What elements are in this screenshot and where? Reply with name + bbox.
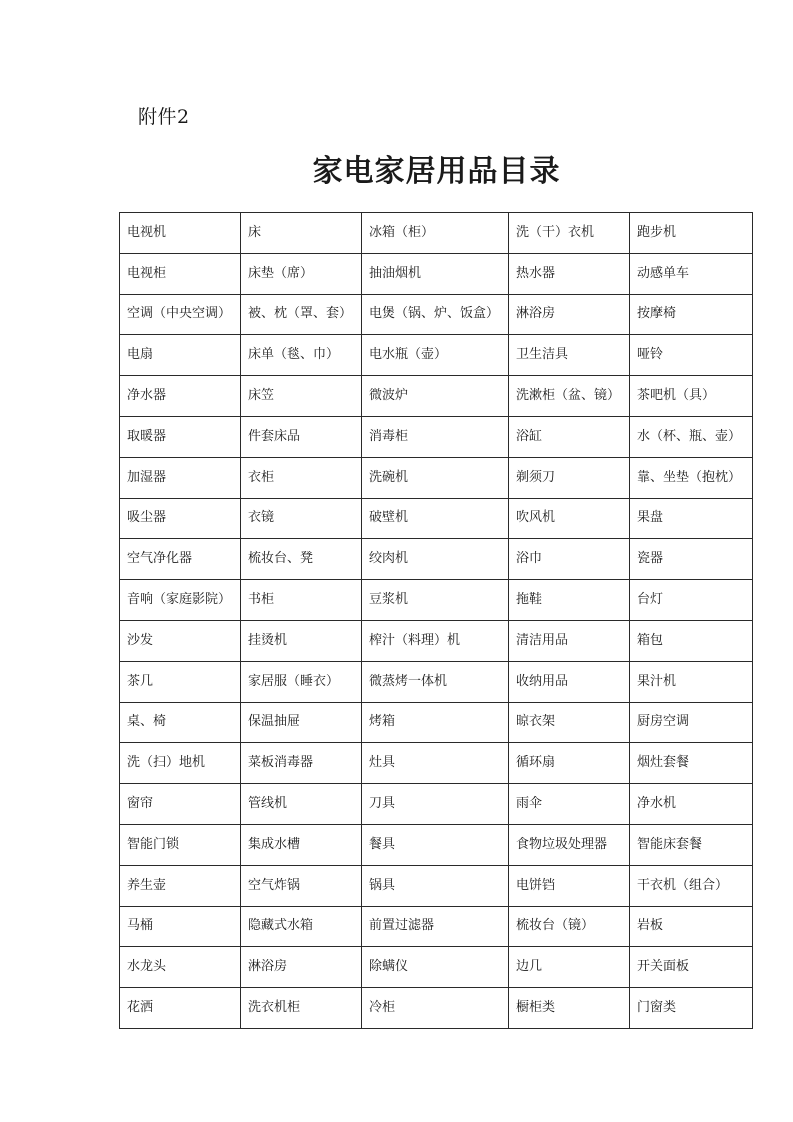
table-cell: 按摩椅 — [630, 294, 753, 335]
table-cell: 床 — [241, 213, 362, 254]
table-cell: 箱包 — [630, 620, 753, 661]
table-cell: 音响（家庭影院） — [120, 580, 241, 621]
table-row — [120, 253, 753, 294]
table-cell: 花洒 — [120, 988, 241, 1029]
table-row — [120, 457, 753, 498]
table-cell: 微蒸烤一体机 — [362, 661, 509, 702]
table-row — [120, 539, 753, 580]
table-row — [120, 376, 753, 417]
table-cell: 橱柜类 — [509, 988, 630, 1029]
table-cell: 集成水槽 — [241, 824, 362, 865]
attachment-label: 附件2 — [138, 106, 190, 128]
catalog-table — [119, 212, 753, 1029]
table-cell: 茶几 — [120, 661, 241, 702]
table-cell: 沙发 — [120, 620, 241, 661]
table-cell: 浴巾 — [509, 539, 630, 580]
table-cell: 开关面板 — [630, 947, 753, 988]
table-cell: 洗碗机 — [362, 457, 509, 498]
table-cell: 厨房空调 — [630, 702, 753, 743]
table-cell: 窗帘 — [120, 784, 241, 825]
table-cell: 雨伞 — [509, 784, 630, 825]
table-cell: 书柜 — [241, 580, 362, 621]
table-row — [120, 743, 753, 784]
table-cell: 马桶 — [120, 906, 241, 947]
table-row — [120, 947, 753, 988]
table-cell: 梳妆台（镜） — [509, 906, 630, 947]
table-cell: 除螨仪 — [362, 947, 509, 988]
table-row — [120, 661, 753, 702]
table-row — [120, 988, 753, 1029]
table-cell: 微波炉 — [362, 376, 509, 417]
table-row — [120, 702, 753, 743]
table-cell: 智能床套餐 — [630, 824, 753, 865]
table-cell: 管线机 — [241, 784, 362, 825]
table-cell: 前置过滤器 — [362, 906, 509, 947]
table-cell: 餐具 — [362, 824, 509, 865]
table-cell: 刀具 — [362, 784, 509, 825]
table-row — [120, 580, 753, 621]
table-cell: 岩板 — [630, 906, 753, 947]
table-cell: 绞肉机 — [362, 539, 509, 580]
table-cell: 床单（毯、巾） — [241, 335, 362, 376]
table-cell: 跑步机 — [630, 213, 753, 254]
table-cell: 水（杯、瓶、壶） — [630, 416, 753, 457]
table-cell: 淋浴房 — [509, 294, 630, 335]
table-cell: 浴缸 — [509, 416, 630, 457]
table-cell: 茶吧机（具） — [630, 376, 753, 417]
table-cell: 灶具 — [362, 743, 509, 784]
table-cell: 床笠 — [241, 376, 362, 417]
table-cell: 台灯 — [630, 580, 753, 621]
table-cell: 梳妆台、凳 — [241, 539, 362, 580]
table-cell: 淋浴房 — [241, 947, 362, 988]
table-cell: 空气炸锅 — [241, 865, 362, 906]
table-cell: 件套床品 — [241, 416, 362, 457]
table-cell: 破壁机 — [362, 498, 509, 539]
table-cell: 加湿器 — [120, 457, 241, 498]
table-cell: 被、枕（罩、套） — [241, 294, 362, 335]
table-cell: 养生壶 — [120, 865, 241, 906]
table-cell: 洗漱柜（盆、镜） — [509, 376, 630, 417]
table-cell: 智能门锁 — [120, 824, 241, 865]
table-cell: 果盘 — [630, 498, 753, 539]
table-cell: 锅具 — [362, 865, 509, 906]
table-cell: 晾衣架 — [509, 702, 630, 743]
table-cell: 取暖器 — [120, 416, 241, 457]
table-cell: 洗（扫）地机 — [120, 743, 241, 784]
table-cell: 电扇 — [120, 335, 241, 376]
table-cell: 家居服（睡衣） — [241, 661, 362, 702]
table-row — [120, 213, 753, 254]
table-row — [120, 865, 753, 906]
table-cell: 哑铃 — [630, 335, 753, 376]
table-cell: 挂烫机 — [241, 620, 362, 661]
table-cell: 循环扇 — [509, 743, 630, 784]
table-row — [120, 416, 753, 457]
table-row — [120, 824, 753, 865]
table-cell: 床垫（席） — [241, 253, 362, 294]
table-row — [120, 498, 753, 539]
table-row — [120, 335, 753, 376]
table-cell: 桌、椅 — [120, 702, 241, 743]
table-cell: 动感单车 — [630, 253, 753, 294]
table-cell: 热水器 — [509, 253, 630, 294]
table-cell: 衣镜 — [241, 498, 362, 539]
table-cell: 拖鞋 — [509, 580, 630, 621]
table-cell: 空调（中央空调） — [120, 294, 241, 335]
table-cell: 洗（干）衣机 — [509, 213, 630, 254]
table-cell: 消毒柜 — [362, 416, 509, 457]
table-cell: 电水瓶（壶） — [362, 335, 509, 376]
table-cell: 门窗类 — [630, 988, 753, 1029]
table-cell: 吸尘器 — [120, 498, 241, 539]
table-cell: 洗衣机柜 — [241, 988, 362, 1029]
table-cell: 清洁用品 — [509, 620, 630, 661]
table-cell: 烤箱 — [362, 702, 509, 743]
table-cell: 豆浆机 — [362, 580, 509, 621]
table-cell: 净水机 — [630, 784, 753, 825]
table-cell: 收纳用品 — [509, 661, 630, 702]
table-cell: 吹风机 — [509, 498, 630, 539]
table-cell: 电视柜 — [120, 253, 241, 294]
table-cell: 衣柜 — [241, 457, 362, 498]
table-cell: 空气净化器 — [120, 539, 241, 580]
table-cell: 食物垃圾处理器 — [509, 824, 630, 865]
page-title: 家电家居用品目录 — [312, 154, 561, 189]
table-cell: 电煲（锅、炉、饭盒） — [362, 294, 509, 335]
table-cell: 剃须刀 — [509, 457, 630, 498]
table-row — [120, 294, 753, 335]
table-cell: 电视机 — [120, 213, 241, 254]
table-cell: 抽油烟机 — [362, 253, 509, 294]
table-cell: 净水器 — [120, 376, 241, 417]
table-cell: 瓷器 — [630, 539, 753, 580]
table-cell: 菜板消毒器 — [241, 743, 362, 784]
table-cell: 冷柜 — [362, 988, 509, 1029]
table-row — [120, 620, 753, 661]
table-row — [120, 906, 753, 947]
table-cell: 干衣机（组合） — [630, 865, 753, 906]
table-row — [120, 784, 753, 825]
table-cell: 卫生洁具 — [509, 335, 630, 376]
table-cell: 冰箱（柜） — [362, 213, 509, 254]
table-cell: 隐藏式水箱 — [241, 906, 362, 947]
table-cell: 保温抽屉 — [241, 702, 362, 743]
table-cell: 电饼铛 — [509, 865, 630, 906]
table-cell: 烟灶套餐 — [630, 743, 753, 784]
table-cell: 靠、坐垫（抱枕） — [630, 457, 753, 498]
table-cell: 榨汁（料理）机 — [362, 620, 509, 661]
table-cell: 果汁机 — [630, 661, 753, 702]
table-cell: 边几 — [509, 947, 630, 988]
table-cell: 水龙头 — [120, 947, 241, 988]
